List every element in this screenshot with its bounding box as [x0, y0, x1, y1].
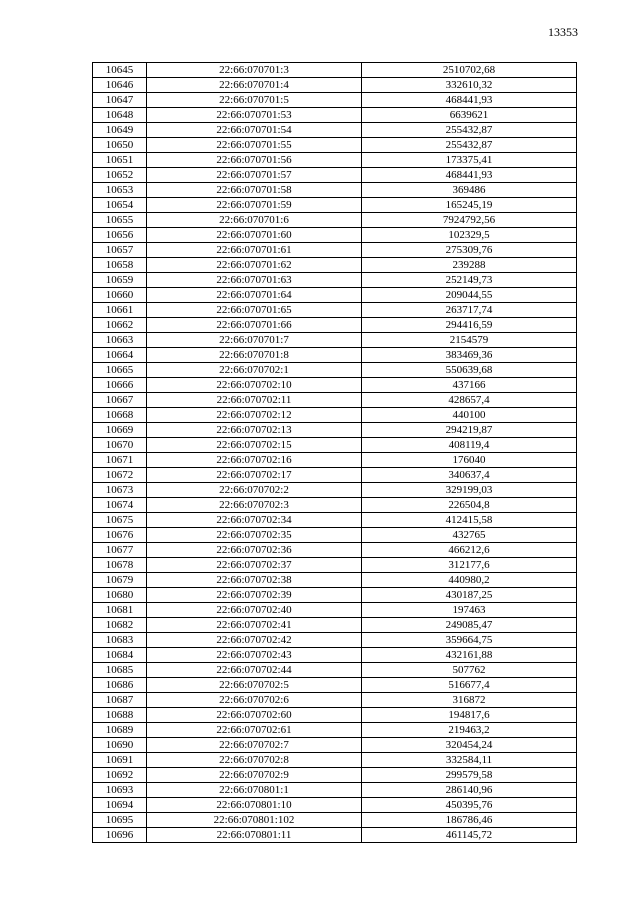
cadastral-value-table [92, 62, 577, 843]
cadastral-number-cell: 22:66:070702:39 [147, 588, 362, 603]
row-number-cell: 10679 [93, 573, 147, 588]
cadastral-value-cell: 194817,6 [362, 708, 577, 723]
row-number-cell: 10681 [93, 603, 147, 618]
row-number-cell: 10693 [93, 783, 147, 798]
table-row [93, 198, 577, 213]
cadastral-value-cell: 209044,55 [362, 288, 577, 303]
cadastral-value-cell: 263717,74 [362, 303, 577, 318]
row-number-cell: 10653 [93, 183, 147, 198]
cadastral-number-cell: 22:66:070801:1 [147, 783, 362, 798]
table-row [93, 513, 577, 528]
cadastral-value-cell: 7924792,56 [362, 213, 577, 228]
cadastral-value-cell: 226504,8 [362, 498, 577, 513]
row-number-cell: 10660 [93, 288, 147, 303]
table-row [93, 213, 577, 228]
cadastral-number-cell: 22:66:070702:41 [147, 618, 362, 633]
table-row [93, 573, 577, 588]
row-number-cell: 10663 [93, 333, 147, 348]
cadastral-number-cell: 22:66:070702:40 [147, 603, 362, 618]
cadastral-value-cell: 2510702,68 [362, 63, 577, 78]
table-row [93, 93, 577, 108]
row-number-cell: 10669 [93, 423, 147, 438]
row-number-cell: 10686 [93, 678, 147, 693]
table-row [93, 153, 577, 168]
cadastral-number-cell: 22:66:070702:13 [147, 423, 362, 438]
table-row [93, 708, 577, 723]
cadastral-value-cell: 239288 [362, 258, 577, 273]
cadastral-value-cell: 332584,11 [362, 753, 577, 768]
cadastral-number-cell: 22:66:070701:55 [147, 138, 362, 153]
table-row [93, 258, 577, 273]
cadastral-number-cell: 22:66:070801:11 [147, 828, 362, 843]
row-number-cell: 10648 [93, 108, 147, 123]
cadastral-number-cell: 22:66:070701:7 [147, 333, 362, 348]
cadastral-number-cell: 22:66:070702:34 [147, 513, 362, 528]
cadastral-number-cell: 22:66:070701:66 [147, 318, 362, 333]
row-number-cell: 10650 [93, 138, 147, 153]
table-row [93, 183, 577, 198]
cadastral-value-cell: 219463,2 [362, 723, 577, 738]
cadastral-value-cell: 432765 [362, 528, 577, 543]
cadastral-value-cell: 550639,68 [362, 363, 577, 378]
table-row [93, 738, 577, 753]
cadastral-value-cell: 255432,87 [362, 123, 577, 138]
table-row [93, 348, 577, 363]
cadastral-number-cell: 22:66:070701:63 [147, 273, 362, 288]
table-row [93, 108, 577, 123]
row-number-cell: 10659 [93, 273, 147, 288]
cadastral-number-cell: 22:66:070701:3 [147, 63, 362, 78]
cadastral-value-cell: 294219,87 [362, 423, 577, 438]
table-row [93, 753, 577, 768]
cadastral-value-cell: 6639621 [362, 108, 577, 123]
cadastral-number-cell: 22:66:070702:7 [147, 738, 362, 753]
row-number-cell: 10645 [93, 63, 147, 78]
cadastral-number-cell: 22:66:070701:57 [147, 168, 362, 183]
table-row [93, 483, 577, 498]
cadastral-number-cell: 22:66:070702:17 [147, 468, 362, 483]
cadastral-number-cell: 22:66:070701:54 [147, 123, 362, 138]
cadastral-number-cell: 22:66:070701:8 [147, 348, 362, 363]
cadastral-value-cell: 173375,41 [362, 153, 577, 168]
cadastral-number-cell: 22:66:070702:3 [147, 498, 362, 513]
cadastral-value-cell: 102329,5 [362, 228, 577, 243]
cadastral-value-cell: 468441,93 [362, 93, 577, 108]
table-row [93, 768, 577, 783]
cadastral-number-cell: 22:66:070701:4 [147, 78, 362, 93]
cadastral-number-cell: 22:66:070702:42 [147, 633, 362, 648]
cadastral-number-cell: 22:66:070701:5 [147, 93, 362, 108]
cadastral-value-cell: 176040 [362, 453, 577, 468]
table-row [93, 423, 577, 438]
table-row [93, 318, 577, 333]
row-number-cell: 10655 [93, 213, 147, 228]
row-number-cell: 10652 [93, 168, 147, 183]
cadastral-number-cell: 22:66:070801:10 [147, 798, 362, 813]
table-row [93, 78, 577, 93]
cadastral-number-cell: 22:66:070701:64 [147, 288, 362, 303]
cadastral-number-cell: 22:66:070702:2 [147, 483, 362, 498]
table-row [93, 558, 577, 573]
table-row [93, 828, 577, 843]
cadastral-value-cell: 468441,93 [362, 168, 577, 183]
cadastral-number-cell: 22:66:070701:59 [147, 198, 362, 213]
cadastral-value-cell: 412415,58 [362, 513, 577, 528]
table-row [93, 228, 577, 243]
row-number-cell: 10654 [93, 198, 147, 213]
cadastral-value-cell: 430187,25 [362, 588, 577, 603]
row-number-cell: 10695 [93, 813, 147, 828]
row-number-cell: 10651 [93, 153, 147, 168]
cadastral-number-cell: 22:66:070702:9 [147, 768, 362, 783]
cadastral-number-cell: 22:66:070702:36 [147, 543, 362, 558]
row-number-cell: 10647 [93, 93, 147, 108]
row-number-cell: 10649 [93, 123, 147, 138]
cadastral-value-cell: 369486 [362, 183, 577, 198]
table-row [93, 588, 577, 603]
cadastral-value-cell: 340637,4 [362, 468, 577, 483]
table-row [93, 453, 577, 468]
row-number-cell: 10688 [93, 708, 147, 723]
row-number-cell: 10668 [93, 408, 147, 423]
table-row [93, 408, 577, 423]
cadastral-value-cell: 2154579 [362, 333, 577, 348]
row-number-cell: 10694 [93, 798, 147, 813]
cadastral-number-cell: 22:66:070701:56 [147, 153, 362, 168]
row-number-cell: 10674 [93, 498, 147, 513]
row-number-cell: 10677 [93, 543, 147, 558]
cadastral-value-cell: 165245,19 [362, 198, 577, 213]
row-number-cell: 10687 [93, 693, 147, 708]
table-row [93, 618, 577, 633]
cadastral-number-cell: 22:66:070702:12 [147, 408, 362, 423]
table-row [93, 783, 577, 798]
table-row [93, 528, 577, 543]
row-number-cell: 10664 [93, 348, 147, 363]
table-row [93, 603, 577, 618]
row-number-cell: 10676 [93, 528, 147, 543]
row-number-cell: 10673 [93, 483, 147, 498]
table-row [93, 288, 577, 303]
cadastral-number-cell: 22:66:070702:5 [147, 678, 362, 693]
table-row [93, 468, 577, 483]
table-row [93, 543, 577, 558]
row-number-cell: 10670 [93, 438, 147, 453]
cadastral-value-cell: 440100 [362, 408, 577, 423]
row-number-cell: 10666 [93, 378, 147, 393]
cadastral-number-cell: 22:66:070701:62 [147, 258, 362, 273]
table-row [93, 243, 577, 258]
cadastral-number-cell: 22:66:070702:38 [147, 573, 362, 588]
cadastral-value-cell: 186786,46 [362, 813, 577, 828]
table-row [93, 438, 577, 453]
row-number-cell: 10672 [93, 468, 147, 483]
table-row [93, 693, 577, 708]
row-number-cell: 10658 [93, 258, 147, 273]
table-row [93, 123, 577, 138]
page-number: 13353 [548, 25, 578, 39]
table-row [93, 813, 577, 828]
cadastral-value-cell: 299579,58 [362, 768, 577, 783]
cadastral-value-cell: 516677,4 [362, 678, 577, 693]
cadastral-value-cell: 197463 [362, 603, 577, 618]
table-row [93, 798, 577, 813]
cadastral-number-cell: 22:66:070702:15 [147, 438, 362, 453]
cadastral-number-cell: 22:66:070702:6 [147, 693, 362, 708]
row-number-cell: 10657 [93, 243, 147, 258]
table-row [93, 723, 577, 738]
table-row [93, 138, 577, 153]
cadastral-number-cell: 22:66:070702:44 [147, 663, 362, 678]
cadastral-value-cell: 383469,36 [362, 348, 577, 363]
cadastral-value-cell: 294416,59 [362, 318, 577, 333]
cadastral-number-cell: 22:66:070702:1 [147, 363, 362, 378]
row-number-cell: 10662 [93, 318, 147, 333]
cadastral-value-cell: 507762 [362, 663, 577, 678]
cadastral-number-cell: 22:66:070702:61 [147, 723, 362, 738]
cadastral-number-cell: 22:66:070701:58 [147, 183, 362, 198]
cadastral-value-cell: 255432,87 [362, 138, 577, 153]
table-row [93, 168, 577, 183]
cadastral-number-cell: 22:66:070702:10 [147, 378, 362, 393]
row-number-cell: 10646 [93, 78, 147, 93]
cadastral-value-cell: 408119,4 [362, 438, 577, 453]
cadastral-number-cell: 22:66:070701:6 [147, 213, 362, 228]
cadastral-value-cell: 252149,73 [362, 273, 577, 288]
cadastral-number-cell: 22:66:070702:8 [147, 753, 362, 768]
cadastral-value-cell: 329199,03 [362, 483, 577, 498]
table-row [93, 633, 577, 648]
cadastral-value-cell: 249085,47 [362, 618, 577, 633]
cadastral-number-cell: 22:66:070702:37 [147, 558, 362, 573]
row-number-cell: 10690 [93, 738, 147, 753]
cadastral-number-cell: 22:66:070702:43 [147, 648, 362, 663]
cadastral-value-cell: 432161,88 [362, 648, 577, 663]
table-row [93, 378, 577, 393]
cadastral-value-cell: 312177,6 [362, 558, 577, 573]
row-number-cell: 10684 [93, 648, 147, 663]
cadastral-value-cell: 466212,6 [362, 543, 577, 558]
cadastral-value-cell: 428657,4 [362, 393, 577, 408]
cadastral-number-cell: 22:66:070701:53 [147, 108, 362, 123]
cadastral-number-cell: 22:66:070702:16 [147, 453, 362, 468]
table-row [93, 273, 577, 288]
cadastral-value-cell: 332610,32 [362, 78, 577, 93]
row-number-cell: 10665 [93, 363, 147, 378]
row-number-cell: 10682 [93, 618, 147, 633]
row-number-cell: 10656 [93, 228, 147, 243]
row-number-cell: 10678 [93, 558, 147, 573]
cadastral-number-cell: 22:66:070801:102 [147, 813, 362, 828]
cadastral-value-cell: 316872 [362, 693, 577, 708]
cadastral-number-cell: 22:66:070701:61 [147, 243, 362, 258]
row-number-cell: 10661 [93, 303, 147, 318]
table-row [93, 393, 577, 408]
row-number-cell: 10680 [93, 588, 147, 603]
row-number-cell: 10692 [93, 768, 147, 783]
table-row [93, 63, 577, 78]
cadastral-value-cell: 320454,24 [362, 738, 577, 753]
table-row [93, 663, 577, 678]
row-number-cell: 10671 [93, 453, 147, 468]
row-number-cell: 10685 [93, 663, 147, 678]
cadastral-number-cell: 22:66:070701:65 [147, 303, 362, 318]
cadastral-value-cell: 286140,96 [362, 783, 577, 798]
table-row [93, 678, 577, 693]
row-number-cell: 10696 [93, 828, 147, 843]
table-row [93, 363, 577, 378]
table-body [93, 63, 577, 843]
cadastral-number-cell: 22:66:070701:60 [147, 228, 362, 243]
cadastral-number-cell: 22:66:070702:60 [147, 708, 362, 723]
table-row [93, 498, 577, 513]
cadastral-value-cell: 359664,75 [362, 633, 577, 648]
row-number-cell: 10675 [93, 513, 147, 528]
cadastral-number-cell: 22:66:070702:11 [147, 393, 362, 408]
cadastral-value-cell: 450395,76 [362, 798, 577, 813]
table-row [93, 303, 577, 318]
table-row [93, 648, 577, 663]
cadastral-value-cell: 437166 [362, 378, 577, 393]
cadastral-number-cell: 22:66:070702:35 [147, 528, 362, 543]
table-row [93, 333, 577, 348]
row-number-cell: 10667 [93, 393, 147, 408]
cadastral-value-cell: 461145,72 [362, 828, 577, 843]
cadastral-value-cell: 440980,2 [362, 573, 577, 588]
row-number-cell: 10689 [93, 723, 147, 738]
cadastral-value-cell: 275309,76 [362, 243, 577, 258]
row-number-cell: 10691 [93, 753, 147, 768]
row-number-cell: 10683 [93, 633, 147, 648]
